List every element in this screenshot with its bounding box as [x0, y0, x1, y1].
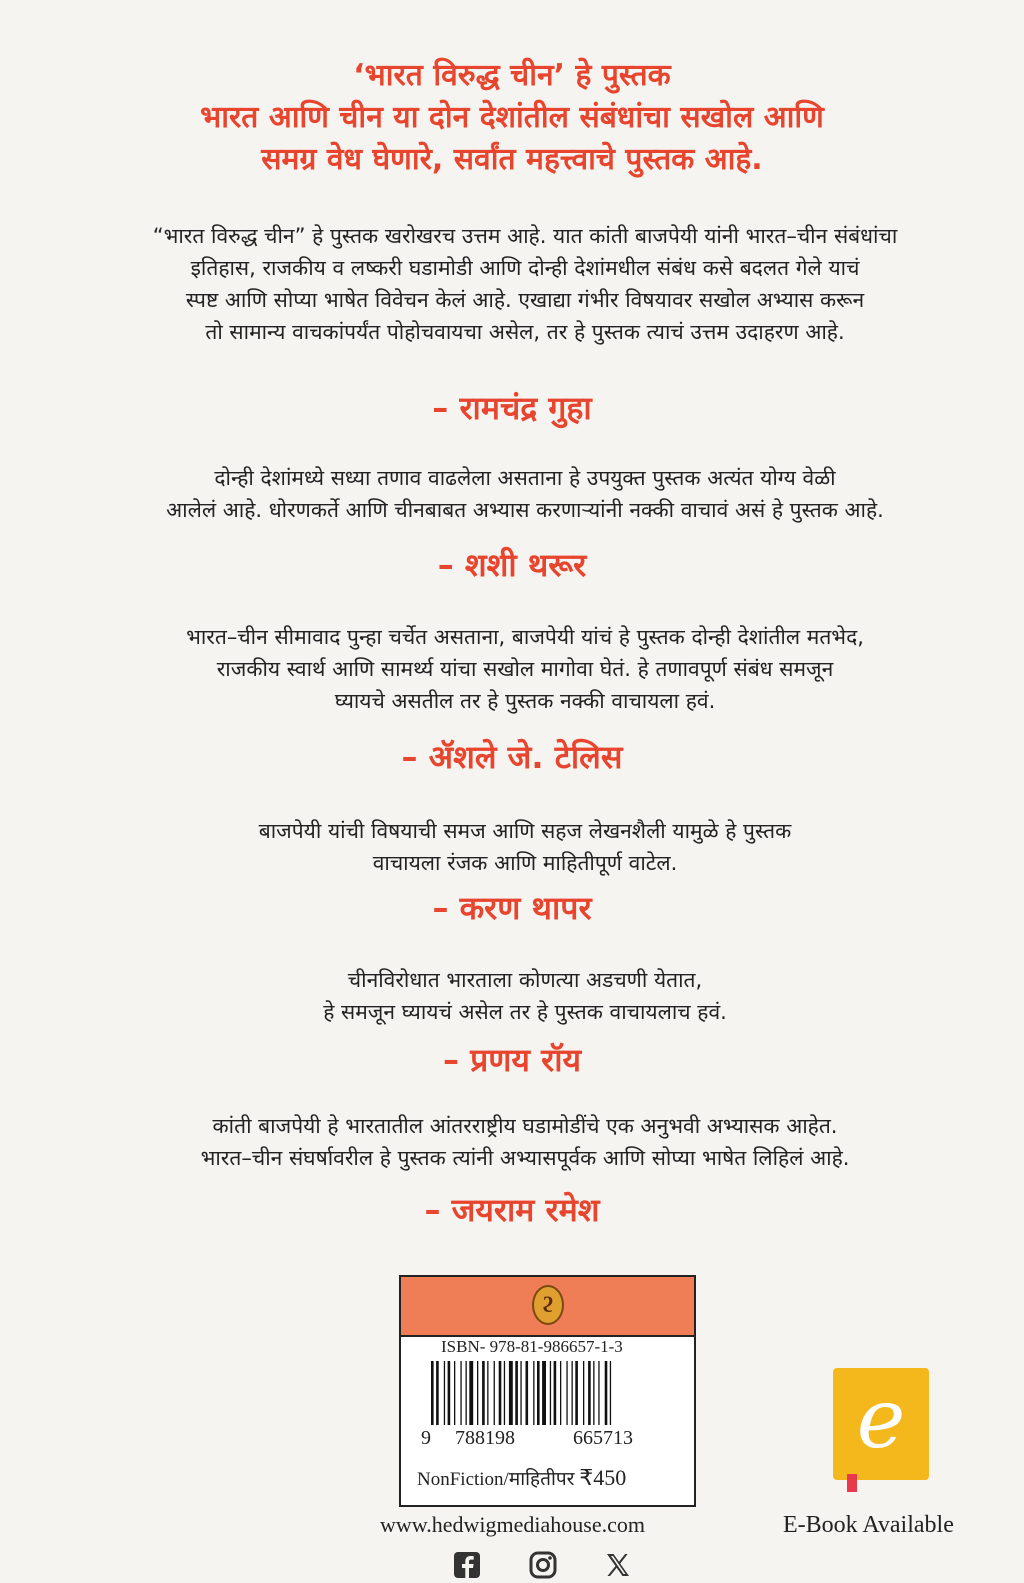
facebook-icon[interactable] [452, 1550, 482, 1580]
barcode-bar [550, 1361, 551, 1425]
x-icon[interactable] [603, 1550, 633, 1580]
review-quote-guha [60, 220, 990, 348]
headline-line-3: समग्र वेध घेणारे, सर्वांत महत्त्वाचे पुस्तक आहे. [261, 142, 763, 177]
review-line: “भारत विरुद्ध चीन” हे पुस्तक खरोखरच उत्तम आहे. यात कांती बाजपेयी यांनी भारत–चीन संबंधांचा [152, 224, 898, 248]
barcode-bar [494, 1361, 495, 1425]
barcode-bar [605, 1361, 608, 1425]
review-line: चीनविरोधात भारताला कोणत्या अडचणी येतात, [347, 968, 703, 992]
ebook-logo [833, 1368, 929, 1480]
barcode-bar [482, 1361, 485, 1425]
barcode-bar [515, 1361, 518, 1425]
barcode-digits-left: 788198 [455, 1427, 515, 1449]
barcode-bar [466, 1361, 467, 1425]
barcode-bar [431, 1361, 434, 1425]
barcode-bar [533, 1361, 534, 1425]
category-price-line [417, 1465, 626, 1491]
barcode-bar [444, 1361, 445, 1425]
review-line: आलेलं आहे. धोरणकर्ते आणि चीनबाबत अभ्यास करणाऱ्यांनी नक्की वाचावं असं हे पुस्तक आहे. [166, 498, 884, 522]
barcode-bar [593, 1361, 594, 1425]
barcode-bar [504, 1361, 505, 1425]
review-quote-thapar [60, 815, 990, 879]
barcode-bar [575, 1361, 578, 1425]
review-author-guha: – रामचंद्र गुहा [432, 389, 592, 427]
barcode-bar [499, 1361, 502, 1425]
barcode-bar [560, 1361, 561, 1425]
review-line: भारत–चीन सीमावाद पुन्हा चर्चेत असताना, बाजपेयी यांचं हे पुस्तक दोन्ही देशांतील मतभेद, [186, 625, 864, 649]
review-line: भारत–चीन संघर्षावरील हे पुस्तक त्यांनी अभ्यासपूर्वक आणि सोप्या भाषेत लिहिलं आहे. [200, 1146, 850, 1170]
review-quote-ramesh [60, 1110, 990, 1174]
price-label: ₹450 [579, 1465, 627, 1490]
barcode-bar [487, 1361, 488, 1425]
review-line: दोन्ही देशांमध्ये सध्या तणाव वाढलेला असताना हे उपयुक्त पुस्तक अत्यंत योग्य वेळी [214, 466, 836, 490]
barcode-header [401, 1277, 694, 1337]
barcode-bar [526, 1361, 529, 1425]
barcode-bar [588, 1361, 591, 1425]
barcode-bar [469, 1361, 473, 1425]
barcode-digit-lead: 9 [421, 1427, 431, 1449]
review-line: कांती बाजपेयी हे भारतातील आंतरराष्ट्रीय घडामोडींचे एक अनुभवी अभ्यासक आहेत. [212, 1114, 838, 1138]
barcode-bar [610, 1361, 611, 1425]
barcode-bar [436, 1361, 439, 1425]
review-quote-tellis [60, 621, 990, 717]
barcode-bar [520, 1361, 521, 1425]
ebook-logo-letter: e [856, 1372, 906, 1467]
review-line: तो सामान्य वाचकांपर्यंत पोहोचवायचा असेल, तर हे पुस्तक त्याचं उत्तम उदाहरण आहे. [205, 320, 845, 344]
review-author-roy: – प्रणय रॉय [442, 1041, 582, 1079]
barcode-digits-right: 665713 [573, 1427, 633, 1449]
category-label: NonFiction/माहितीपर [417, 1469, 575, 1490]
review-author-tellis: – ॲशले जे. टेलिस [401, 738, 623, 776]
barcode-bar [454, 1361, 455, 1425]
barcode-bar [554, 1361, 557, 1425]
headline-line-1: ‘भारत विरुद्ध चीन’ हे पुस्तक [353, 58, 671, 93]
barcode-bars [431, 1361, 666, 1425]
barcode-bar [448, 1361, 451, 1425]
review-quote-tharoor [60, 462, 990, 526]
review-author-thapar: – करण थापर [432, 889, 592, 927]
review-line: बाजपेयी यांची विषयाची समज आणि सहज लेखनशैली यामुळे हे पुस्तक [258, 819, 792, 843]
barcode-bar [572, 1361, 573, 1425]
barcode-bar [583, 1361, 584, 1425]
review-author-ramesh: – जयराम रमेश [424, 1191, 600, 1229]
barcode-bar [542, 1361, 546, 1425]
barcode-bar [509, 1361, 513, 1425]
publisher-website[interactable]: www.hedwigmediahouse.com [380, 1512, 645, 1537]
barcode-panel [399, 1275, 696, 1507]
review-line: वाचायला रंजक आणि माहितीपूर्ण वाटेल. [372, 851, 678, 875]
review-line: हे समजून घ्यायचं असेल तर हे पुस्तक वाचायलाच हवं. [323, 1000, 727, 1024]
isbn-text: ISBN- 978-81-986657-1-3 [441, 1337, 623, 1356]
barcode-bar [598, 1361, 599, 1425]
review-line: राजकीय स्वार्थ आणि सामर्थ्य यांचा सखोल मागोवा घेतं. हे तणावपूर्ण संबंध समजून [216, 657, 834, 681]
headline-line-2: भारत आणि चीन या दोन देशांतील संबंधांचा सखोल आणि [200, 100, 824, 135]
review-quote-roy [60, 964, 990, 1028]
publisher-logo-icon: ϩ [532, 1285, 564, 1325]
ebook-available-label: E-Book Available [783, 1512, 954, 1538]
barcode-bar [566, 1361, 567, 1425]
review-line: घ्यायचे असतील तर हे पुस्तक नक्की वाचायला हवं. [334, 689, 716, 713]
review-line: स्पष्ट आणि सोप्या भाषेत विवेचन केलं आहे. एखाद्या गंभीर विषयावर सखोल अभ्यास करून [185, 288, 865, 312]
review-line: इतिहास, राजकीय व लष्करी घडामोडी आणि दोन्ही देशांमधील संबंध कसे बदलत गेले याचं [190, 256, 860, 280]
barcode-bar [537, 1361, 540, 1425]
headline [0, 55, 1024, 181]
barcode-bar [460, 1361, 461, 1425]
barcode-bar [477, 1361, 478, 1425]
bookmark-ribbon-icon [847, 1474, 857, 1492]
instagram-icon[interactable] [528, 1550, 558, 1580]
review-author-tharoor: – शशी थरूर [437, 546, 587, 584]
